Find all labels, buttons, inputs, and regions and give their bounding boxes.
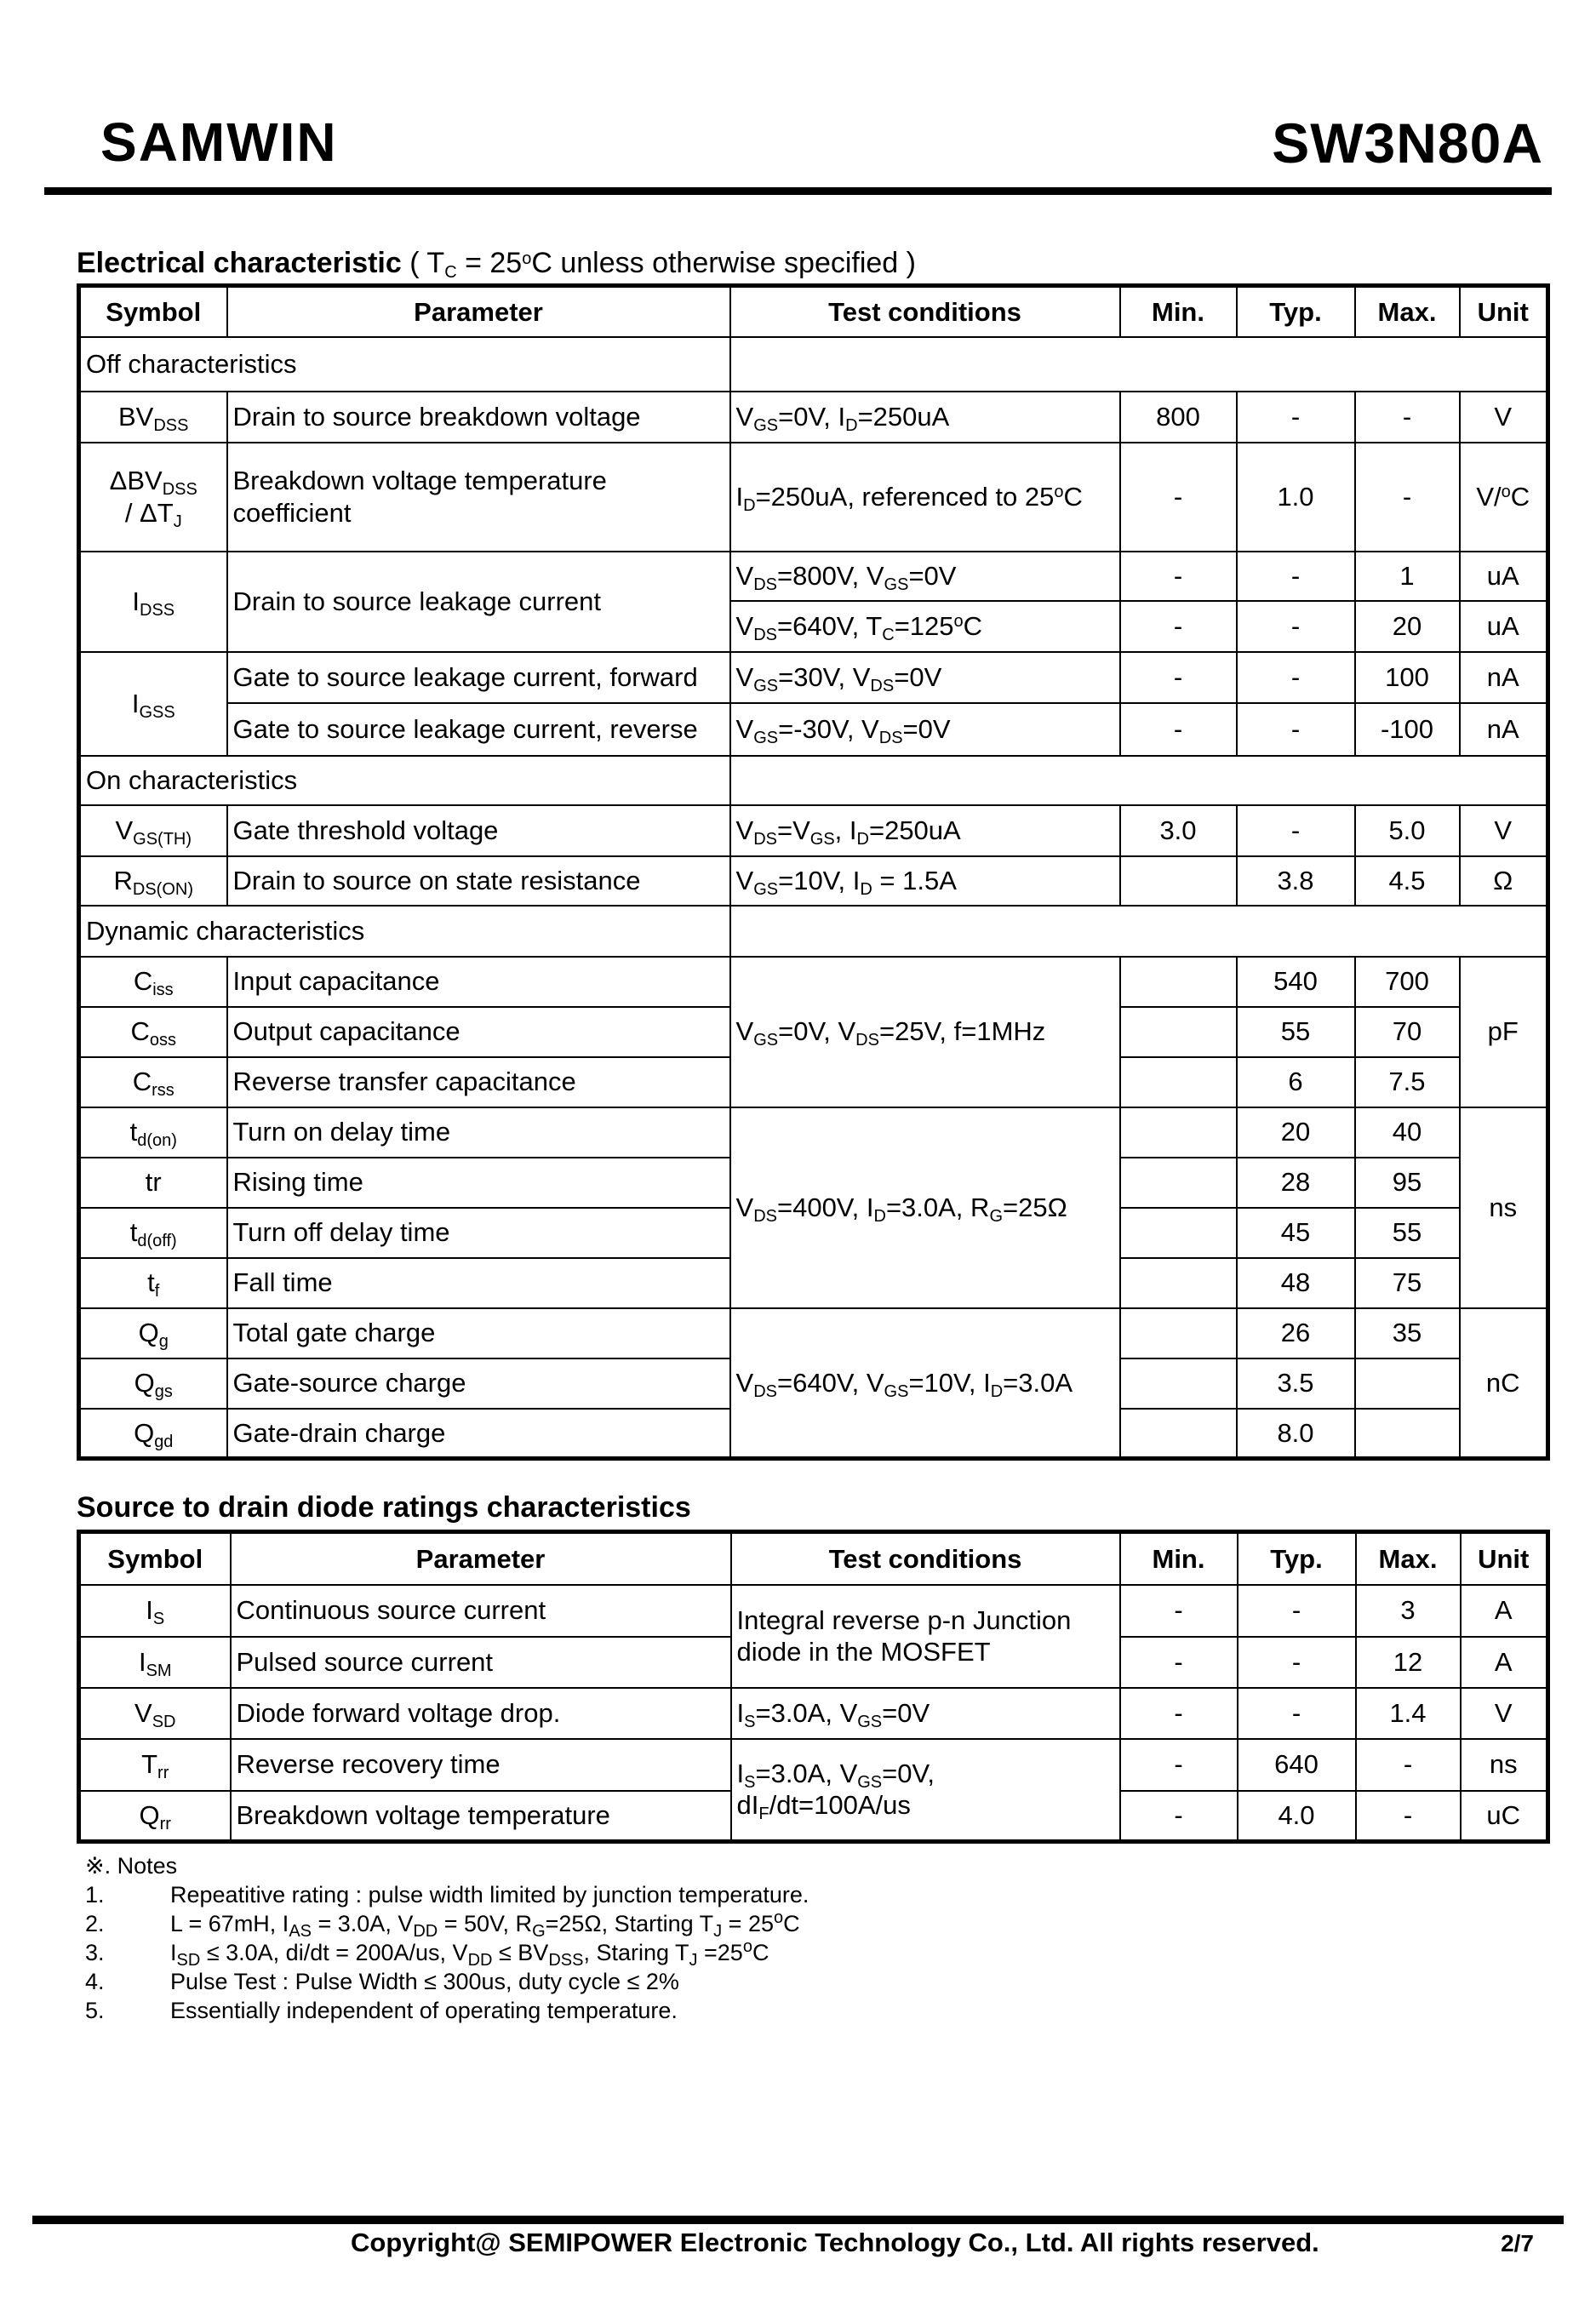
electrical-table [77,283,1550,1461]
cell-typ: 640 [1238,1739,1356,1791]
cell-parameter: Rising time [227,1158,730,1208]
cell-symbol: $T_{rr}$ [79,1739,231,1791]
cell-symbol: $BV_{DSS}$ [79,392,227,443]
cell-parameter: Gate to source leakage current, reverse [227,703,730,756]
cell-conditions: $V_{DS}=640V$, $T_C=125^oC$ [730,601,1120,652]
cell-typ: 3.8 [1237,856,1355,906]
col-header-min: Min. [1120,1532,1238,1585]
cell-typ: - [1237,392,1355,443]
cell-typ: 6 [1237,1057,1355,1107]
header-rule [44,187,1552,195]
cell-max: 100 [1355,652,1460,703]
col-header-symbol: Symbol [79,1532,231,1585]
cell-typ: 1.0 [1237,443,1355,552]
cell-parameter: Pulsed source current [231,1637,731,1688]
cell-min: - [1120,552,1237,601]
cell-parameter: Fall time [227,1258,730,1308]
brand-name: SAMWIN [100,112,338,173]
table-row [79,1107,1548,1158]
cell-typ: 540 [1237,957,1355,1007]
cell-symbol: $C_{oss}$ [79,1007,227,1057]
cell-symbol: $C_{iss}$ [79,957,227,1007]
cell-unit: A [1461,1637,1548,1688]
cell-conditions: $V_{DS}=V_{GS}$, $I_D=250uA$ [730,805,1120,856]
cell-typ: - [1238,1637,1356,1688]
note-item [85,1880,809,1909]
category-label: Off characteristics [79,337,730,392]
cell-parameter: Drain to source breakdown voltage [227,392,730,443]
cell-conditions: $I_S=3.0A$, $V_{GS}=0V$ [731,1688,1120,1739]
note-text: $I_{SD} \le 3.0A$, di/dt = 200A/us, $V_{DD} \le BV_{DSS}$, Staring $T_J =25^oC$ [170,1937,769,1970]
category-row-off [79,337,1548,392]
cell-max: - [1355,392,1460,443]
cell-max [1355,1409,1460,1459]
cell-unit: V [1460,805,1548,856]
cell-unit: V [1460,392,1548,443]
col-header-test-conditions: Test conditions [731,1532,1120,1585]
note-number: 2. [85,1911,105,1936]
cell-typ: - [1238,1688,1356,1739]
table-row [79,805,1548,856]
cell-min: - [1120,703,1237,756]
diode-title-text: Source to drain diode ratings characteristics [77,1491,691,1524]
cell-max [1355,1358,1460,1409]
cell-unit: nA [1460,703,1548,756]
cell-typ: - [1237,805,1355,856]
col-header-test-conditions: Test conditions [730,286,1120,337]
cell-typ: 8.0 [1237,1409,1355,1459]
cell-max: -100 [1355,703,1460,756]
notes-heading: ※. Notes [85,1853,178,1879]
cell-unit: nC [1460,1308,1548,1459]
cell-parameter: Input capacitance [227,957,730,1007]
cell-conditions: $V_{GS}=-30V$, $V_{DS}=0V$ [730,703,1120,756]
table-row [79,856,1548,906]
cell-symbol: $Q_{gd}$ [79,1409,227,1459]
cell-typ: - [1237,552,1355,601]
cell-symbol: $\Delta BV_{DSS}$ / $\Delta T_J$ [79,443,227,552]
note-item [85,1937,809,1970]
cell-max: - [1356,1739,1461,1791]
col-header-max: Max. [1355,286,1460,337]
cell-min [1120,1358,1237,1409]
cell-max: 3 [1356,1585,1461,1637]
cell-typ: - [1237,703,1355,756]
cell-max: 95 [1355,1158,1460,1208]
notes-section [85,1851,809,2025]
cell-parameter: Gate to source leakage current, forward [227,652,730,703]
cell-unit: pF [1460,957,1548,1107]
cell-min: 3.0 [1120,805,1237,856]
category-row-dynamic [79,906,1548,957]
cell-min [1120,1258,1237,1308]
cell-max: - [1355,443,1460,552]
cell-typ: - [1237,652,1355,703]
cell-typ: - [1238,1585,1356,1637]
cell-conditions: $V_{DS}=640V$, $V_{GS}=10V$, $I_D=3.0A$ [730,1308,1120,1459]
cell-parameter: Total gate charge [227,1308,730,1358]
cell-min [1120,1158,1237,1208]
electrical-title [77,247,916,280]
cell-min: - [1120,1585,1238,1637]
cell-conditions: $I_S=3.0A$, $V_{GS}=0V$, $dI_F/dt=100A/us$ [731,1739,1120,1842]
cell-conditions: $I_D=250uA$, referenced to 25$^o$C [730,443,1120,552]
cell-typ: 55 [1237,1007,1355,1057]
col-header-typ: Typ. [1237,286,1355,337]
cell-conditions: $V_{DS}=800V$, $V_{GS}=0V$ [730,552,1120,601]
col-header-symbol: Symbol [79,286,227,337]
table-header-row [79,286,1548,337]
cell-min [1120,957,1237,1007]
cell-parameter: Gate-drain charge [227,1409,730,1459]
cell-unit: V/$^o$C [1460,443,1548,552]
cell-min [1120,1308,1237,1358]
table-row [79,1585,1548,1637]
note-item [85,1967,809,1996]
cell-max: 35 [1355,1308,1460,1358]
cell-min [1120,1007,1237,1057]
cell-min [1120,856,1237,906]
cell-symbol: $C_{rss}$ [79,1057,227,1107]
cell-parameter: Output capacitance [227,1007,730,1057]
cell-min: - [1120,443,1237,552]
cell-parameter: Continuous source current [231,1585,731,1637]
table-row [79,652,1548,703]
cell-min: - [1120,601,1237,652]
cell-min: - [1120,1791,1238,1842]
cell-min [1120,1208,1237,1258]
col-header-min: Min. [1120,286,1237,337]
cell-symbol: tr [79,1158,227,1208]
cell-unit: uC [1461,1791,1548,1842]
cell-typ: 45 [1237,1208,1355,1258]
cell-conditions: $V_{GS}=30V$, $V_{DS}=0V$ [730,652,1120,703]
part-number: SW3N80A [1272,112,1543,174]
cell-parameter: Breakdown voltage temperature coefficient [227,443,730,552]
note-number: 1. [85,1882,105,1907]
cell-min: - [1120,652,1237,703]
table-row [79,703,1548,756]
note-text: Essentially independent of operating temperature. [170,1998,678,2023]
note-text: L = 67mH, $I_{AS} = 3.0A$, $V_{DD} = 50V$, $R_G=25\Omega$, Starting $T_J = 25^oC$ [170,1908,800,1941]
cell-unit: uA [1460,552,1548,601]
cell-min: - [1120,1688,1238,1739]
col-header-unit: Unit [1460,286,1548,337]
table-row [79,1688,1548,1739]
cell-max: 7.5 [1355,1057,1460,1107]
category-filler [730,337,1548,392]
footer-copyright: Copyright@ SEMIPOWER Electronic Technology Co., Ltd. All rights reserved. [351,2228,1319,2257]
category-label: Dynamic characteristics [79,906,730,957]
table-row [79,1308,1548,1358]
cell-symbol: $Q_{gs}$ [79,1358,227,1409]
table-row [79,392,1548,443]
cell-symbol: $R_{DS(ON)}$ [79,856,227,906]
cell-unit: ns [1461,1739,1548,1791]
cell-max: 40 [1355,1107,1460,1158]
note-text: Pulse Test : Pulse Width ≤ 300us, duty cycle ≤ 2% [170,1969,679,1994]
cell-typ: 4.0 [1238,1791,1356,1842]
cell-symbol: $Q_{rr}$ [79,1791,231,1842]
cell-typ: 20 [1237,1107,1355,1158]
cell-symbol: $t_{d(off)}$ [79,1208,227,1258]
cell-conditions: $V_{GS}=0V$, $I_D=250uA$ [730,392,1120,443]
cell-max: 4.5 [1355,856,1460,906]
col-header-parameter: Parameter [231,1532,731,1585]
table-row [79,1739,1548,1791]
note-number: 5. [85,1998,105,2023]
electrical-title-bold: Electrical characteristic [77,247,402,279]
cell-typ: 3.5 [1237,1358,1355,1409]
cell-unit: A [1461,1585,1548,1637]
col-header-typ: Typ. [1238,1532,1356,1585]
category-filler [730,756,1548,805]
cell-parameter: Gate-source charge [227,1358,730,1409]
page-number: 2/7 [1501,2230,1534,2256]
cell-typ: 48 [1237,1258,1355,1308]
table-row [79,552,1548,601]
cell-unit: Ω [1460,856,1548,906]
cell-unit: nA [1460,652,1548,703]
cell-typ: - [1237,601,1355,652]
cell-parameter: Breakdown voltage temperature [231,1791,731,1842]
cell-symbol: $V_{SD}$ [79,1688,231,1739]
category-label: On characteristics [79,756,730,805]
cell-parameter: Diode forward voltage drop. [231,1688,731,1739]
cell-max: 12 [1356,1637,1461,1688]
col-header-parameter: Parameter [227,286,730,337]
cell-unit: uA [1460,601,1548,652]
cell-min: 800 [1120,392,1237,443]
cell-symbol: $I_S$ [79,1585,231,1637]
cell-max: - [1356,1791,1461,1842]
category-filler [730,906,1548,957]
cell-symbol: $I_{SM}$ [79,1637,231,1688]
cell-parameter: Turn on delay time [227,1107,730,1158]
cell-symbol: $I_{GSS}$ [79,652,227,756]
cell-conditions: $V_{GS}=10V$, $I_D = 1.5A$ [730,856,1120,906]
cell-max: 5.0 [1355,805,1460,856]
cell-parameter: Drain to source leakage current [227,552,730,652]
cell-min [1120,1057,1237,1107]
note-number: 4. [85,1969,105,1994]
cell-conditions: Integral reverse p-n Junction diode in the MOSFET [731,1585,1120,1688]
table-row [79,443,1548,552]
cell-conditions: $V_{GS}=0V$, $V_{DS}=25V$, f=1MHz [730,957,1120,1107]
col-header-max: Max. [1356,1532,1461,1585]
cell-min [1120,1107,1237,1158]
cell-min: - [1120,1637,1238,1688]
cell-symbol: $t_f$ [79,1258,227,1308]
cell-parameter: Reverse transfer capacitance [227,1057,730,1107]
cell-max: 700 [1355,957,1460,1007]
footer-rule [32,2216,1564,2224]
cell-parameter: Gate threshold voltage [227,805,730,856]
table-row [79,957,1548,1007]
cell-symbol: $t_{d(on)}$ [79,1107,227,1158]
cell-min [1120,1409,1237,1459]
cell-unit: ns [1460,1107,1548,1308]
table-header-row [79,1532,1548,1585]
cell-parameter: Drain to source on state resistance [227,856,730,906]
cell-min: - [1120,1739,1238,1791]
cell-max: 55 [1355,1208,1460,1258]
cell-symbol: $V_{GS(TH)}$ [79,805,227,856]
electrical-title-condition: ( $T_C = 25^oC$ unless otherwise specified ) [409,247,916,282]
note-item [85,1996,809,2025]
cell-symbol: $I_{DSS}$ [79,552,227,652]
cell-max: 75 [1355,1258,1460,1308]
cell-parameter: Turn off delay time [227,1208,730,1258]
note-text: Repeatitive rating : pulse width limited by junction temperature. [170,1882,809,1907]
cell-max: 1 [1355,552,1460,601]
diode-table [77,1530,1550,1844]
cell-typ: 28 [1237,1158,1355,1208]
cell-symbol: $Q_g$ [79,1308,227,1358]
cell-typ: 26 [1237,1308,1355,1358]
cell-max: 1.4 [1356,1688,1461,1739]
cell-conditions: $V_{DS}=400V$, $I_D=3.0A$, $R_G=25\Omega$ [730,1107,1120,1308]
col-header-unit: Unit [1461,1532,1548,1585]
note-number: 3. [85,1940,105,1965]
diode-title [77,1491,691,1524]
category-row-on [79,756,1548,805]
cell-max: 20 [1355,601,1460,652]
cell-parameter: Reverse recovery time [231,1739,731,1791]
note-item [85,1908,809,1941]
cell-unit: V [1461,1688,1548,1739]
cell-max: 70 [1355,1007,1460,1057]
